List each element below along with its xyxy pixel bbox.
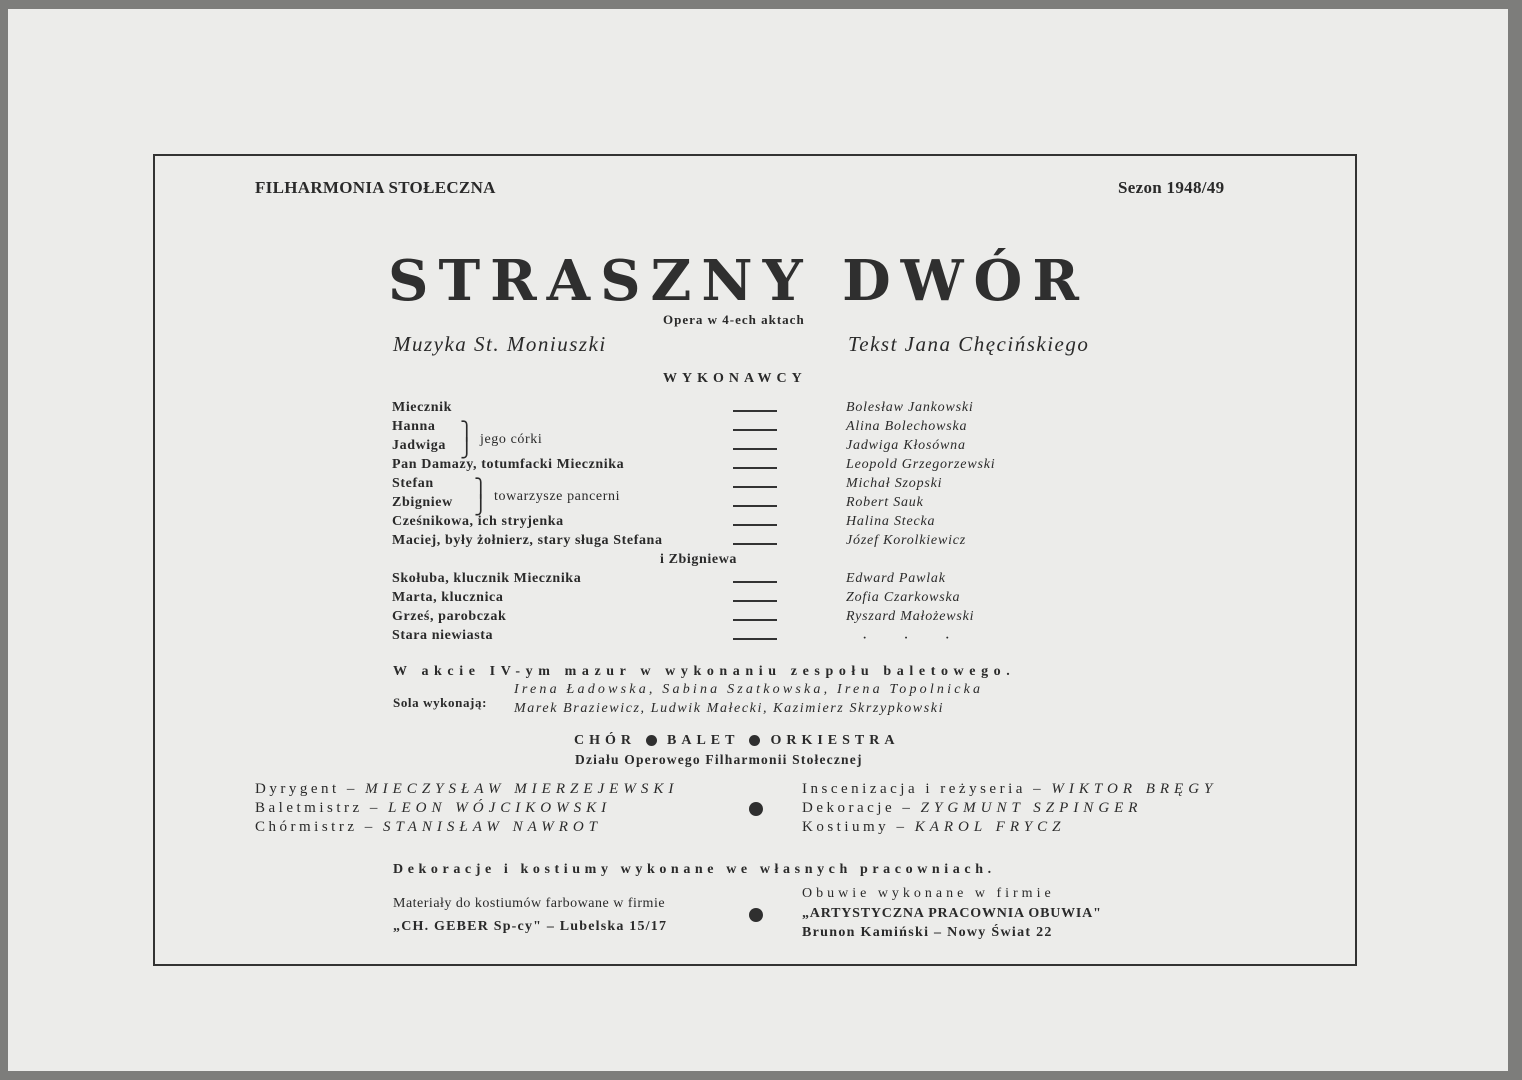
staff-label: Inscenizacja i reżyseria xyxy=(802,781,1026,797)
materials-line-1: Materiały do kostiumów farbowane w firmie xyxy=(393,896,666,911)
cast-role: Jadwiga xyxy=(392,438,446,453)
ensemble-chor: CHÓR xyxy=(574,733,636,748)
staff-name: STANISŁAW NAWROT xyxy=(383,819,603,835)
staff-separator: – xyxy=(895,800,921,816)
cast-role: Hanna xyxy=(392,419,436,434)
brace-comrades-lower: ⎭ xyxy=(474,495,488,515)
opera-title: STRASZNY DWÓR xyxy=(388,248,1089,314)
cast-dash xyxy=(733,581,777,583)
cast-role: Zbigniew xyxy=(392,495,453,510)
cast-dash xyxy=(733,600,777,602)
cast-role: Maciej, były żołnierz, stary sługa Stefana xyxy=(392,533,663,548)
cast-role: Stefan xyxy=(392,476,434,491)
opera-subtitle: Opera w 4-ech aktach xyxy=(663,312,805,327)
cast-actor: Michał Szopski xyxy=(846,476,943,491)
bullet-icon xyxy=(646,735,657,746)
cast-role: Pan Damazy, totumfacki Miecznika xyxy=(392,457,625,472)
music-credit: Muzyka St. Moniuszki xyxy=(393,332,607,356)
staff-entry xyxy=(802,800,1142,817)
cast-actor: Leopold Grzegorzewski xyxy=(846,457,996,472)
staff-entry xyxy=(802,781,1217,798)
staff-label: Chórmistrz xyxy=(255,819,358,835)
libretto-credit: Tekst Jana Chęcińskiego xyxy=(848,332,1090,356)
cast-dash xyxy=(733,486,777,488)
cast-role: Grześ, parobczak xyxy=(392,609,507,624)
placeholder-dots: · · · xyxy=(862,630,950,647)
season: Sezon 1948/49 xyxy=(1118,178,1225,197)
cast-dash xyxy=(733,505,777,507)
soli-line-2: Marek Braziewicz, Ludwik Małecki, Kazimierz Skrzypkowski xyxy=(514,701,945,716)
shoes-line-1: Obuwie wykonane w firmie xyxy=(802,886,1055,901)
staff-separator: – xyxy=(339,781,366,797)
mazur-note: W akcie IV-ym mazur w wykonaniu zespołu baletowego. xyxy=(393,664,1016,679)
staff-entry xyxy=(255,819,602,836)
staff-name: MIECZYSŁAW MIERZEJEWSKI xyxy=(365,781,679,797)
cast-role: Stara niewiasta xyxy=(392,628,494,643)
cast-actor: Edward Pawlak xyxy=(846,571,946,586)
staff-name: KAROL FRYCZ xyxy=(914,819,1066,835)
ensemble-orkiestra: ORKIESTRA xyxy=(770,733,900,748)
cast-dash xyxy=(733,467,777,469)
cast-dash xyxy=(733,543,777,545)
cast-role: Marta, klucznica xyxy=(392,590,504,605)
cast-actor: Jadwiga Kłosówna xyxy=(846,438,966,453)
cast-actor: Halina Stecka xyxy=(846,514,936,529)
cast-role: Skołuba, klucznik Miecznika xyxy=(392,571,582,586)
group-comrades: towarzysze pancerni xyxy=(494,489,621,504)
cast-actor: Robert Sauk xyxy=(846,495,924,510)
cast-actor: Józef Korolkiewicz xyxy=(846,533,967,548)
staff-separator: – xyxy=(889,819,915,835)
cast-dash xyxy=(733,619,777,621)
staff-name: ZYGMUNT SZPINGER xyxy=(920,800,1143,816)
cast-actor: Ryszard Małożewski xyxy=(846,609,975,624)
cast-actor: Alina Bolechowska xyxy=(846,419,968,434)
staff-label: Dekoracje xyxy=(802,800,896,816)
group-daughters: jego córki xyxy=(480,432,543,447)
bullet-icon xyxy=(749,908,763,922)
cast-dash xyxy=(733,429,777,431)
brace-daughters: ⎫ xyxy=(460,421,474,441)
cast-dash xyxy=(733,448,777,450)
organizer: FILHARMONIA STOŁECZNA xyxy=(255,178,496,197)
staff-entry xyxy=(255,781,678,798)
cast-dash xyxy=(733,410,777,412)
ensemble-balet: BALET xyxy=(667,733,740,748)
shoes-line-3: Brunon Kamiński – Nowy Świat 22 xyxy=(802,925,1053,940)
cast-role: i Zbigniewa xyxy=(660,552,738,567)
cast-dash xyxy=(733,638,777,640)
brace-comrades: ⎫ xyxy=(474,478,488,498)
bullet-icon xyxy=(749,802,763,816)
staff-separator: – xyxy=(357,819,383,835)
soli-line-1: Irena Ładowska, Sabina Szatkowska, Irena Topolnicka xyxy=(514,682,984,697)
materials-line-2: „CH. GEBER Sp-cy" – Lubelska 15/17 xyxy=(393,919,668,934)
staff-separator: – xyxy=(1025,781,1052,797)
cast-actor: Zofia Czarkowska xyxy=(846,590,961,605)
cast-actor: Bolesław Jankowski xyxy=(846,400,974,415)
cast-role: Miecznik xyxy=(392,400,453,415)
staff-label: Dyrygent xyxy=(255,781,340,797)
bullet-icon xyxy=(749,735,760,746)
brace-daughters-lower: ⎭ xyxy=(460,438,474,458)
cast-role: Cześnikowa, ich stryjenka xyxy=(392,514,564,529)
shoes-line-2: „ARTYSTYCZNA PRACOWNIA OBUWIA" xyxy=(802,906,1102,921)
ensemble-line xyxy=(574,731,900,749)
cast-heading: WYKONAWCY xyxy=(663,371,807,386)
ensemble-sub: Działu Operowego Filharmonii Stołecznej xyxy=(575,752,863,767)
staff-entry xyxy=(255,800,611,817)
staff-separator: – xyxy=(362,800,389,816)
staff-label: Baletmistrz xyxy=(255,800,363,816)
staff-label: Kostiumy xyxy=(802,819,890,835)
cast-dash xyxy=(733,524,777,526)
soli-label: Sola wykonają: xyxy=(393,695,487,710)
staff-entry xyxy=(802,819,1065,836)
decor-note: Dekoracje i kostiumy wykonane we własnych pracowniach. xyxy=(393,862,996,877)
staff-name: WIKTOR BRĘGY xyxy=(1051,781,1218,797)
staff-name: LEON WÓJCIKOWSKI xyxy=(388,800,612,816)
